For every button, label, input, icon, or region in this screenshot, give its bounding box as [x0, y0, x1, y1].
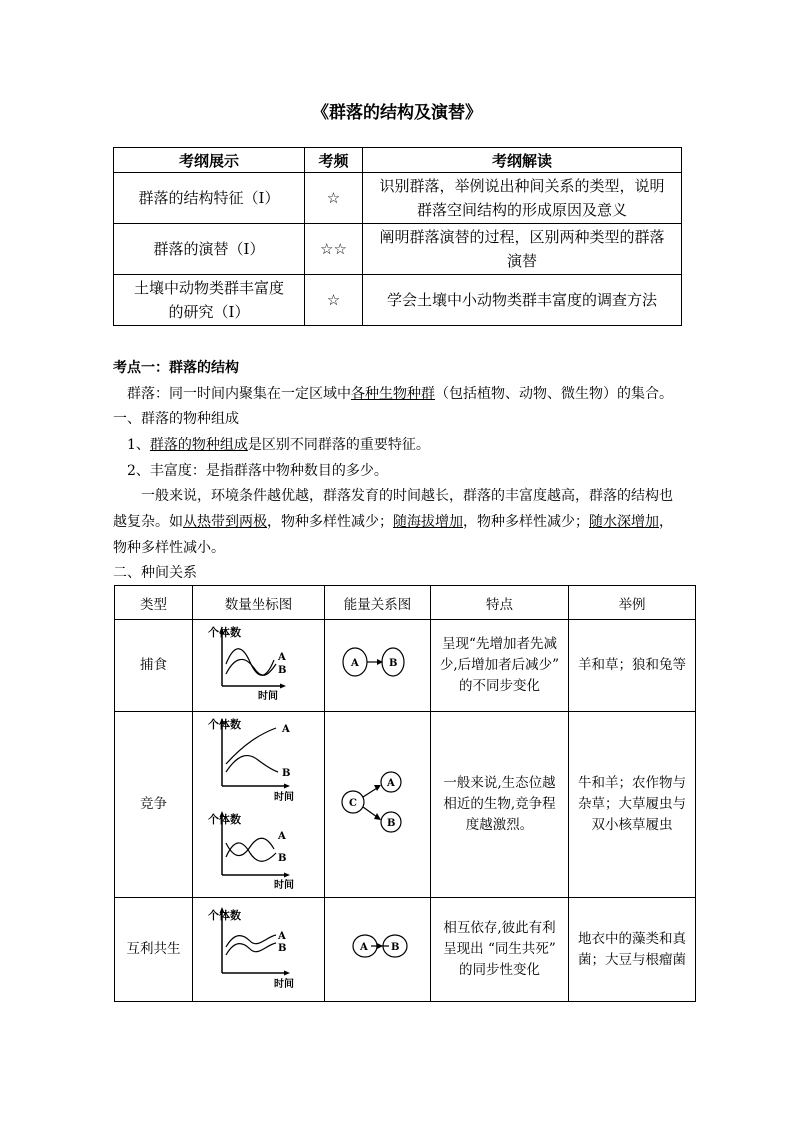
section-heading: 一、群落的物种组成 — [113, 411, 239, 427]
relation-header: 数量坐标图 — [193, 586, 325, 620]
item-number: 1、 — [127, 437, 150, 453]
relation-type: 竞争 — [115, 712, 193, 898]
paragraph-line — [113, 509, 683, 535]
energy-arrow-a — [363, 788, 377, 797]
relation-header: 特点 — [431, 586, 569, 620]
example-line: 双小核草履虫 — [591, 817, 673, 833]
outline-row — [114, 173, 682, 224]
quantity-graph-cell — [193, 620, 325, 712]
label-b: B — [277, 852, 286, 864]
paragraph — [113, 483, 683, 561]
curve-b — [226, 755, 278, 771]
curve-b — [226, 659, 276, 675]
outline-interp-line: 演替 — [506, 252, 537, 270]
paragraph-underline: 随水深增加 — [589, 514, 659, 530]
label-b: B — [281, 767, 290, 779]
label-a: A — [277, 830, 286, 842]
x-axis-arrow-icon — [284, 872, 290, 877]
y-axis-label: 个体数 — [207, 626, 241, 639]
predation-energy-graph — [333, 637, 423, 687]
outline-header-interp: 考纲解读 — [363, 148, 682, 173]
relation-row — [115, 898, 696, 1002]
kaodian-heading: 考点一：群落的结构 — [113, 360, 239, 376]
x-axis-arrow-icon — [284, 783, 290, 788]
energy-graph-cell — [325, 712, 431, 898]
relation-feature — [431, 898, 569, 1002]
label-c: C — [348, 798, 357, 809]
paragraph-underline: 随海拔增加 — [393, 514, 463, 530]
example-line: 羊和草；狼和兔等 — [578, 657, 686, 673]
label-a: A — [277, 652, 286, 663]
label-a: A — [350, 658, 359, 669]
competition-quantity-graph-2 — [204, 809, 314, 889]
outline-item-text: 群落的结构特征（Ⅰ） — [138, 189, 280, 207]
curve-a — [226, 649, 274, 676]
label-a: A — [386, 778, 395, 789]
energy-arrow-b — [363, 807, 377, 817]
mutualism-energy-graph — [333, 921, 423, 971]
relation-table — [114, 585, 696, 1002]
predation-quantity-graph — [204, 624, 314, 700]
energy-graph-cell — [325, 620, 431, 712]
feature-line: 少,后增加者后减少” — [439, 657, 560, 673]
feature-line: 的同步性变化 — [459, 962, 540, 978]
outline-item — [114, 275, 305, 326]
outline-interp — [363, 275, 682, 326]
outline-freq: ☆ — [305, 173, 363, 224]
x-axis-label: 时间 — [273, 879, 294, 889]
relation-header-row — [115, 586, 696, 620]
curve-b — [226, 943, 276, 955]
relation-feature — [431, 620, 569, 712]
paragraph-line: 物种多样性减小。 — [113, 540, 225, 556]
definition-text: 群落：同一时间内聚集在一定区域中 — [127, 386, 351, 402]
outline-item — [114, 173, 305, 224]
relation-row — [115, 712, 696, 898]
item-line — [113, 432, 683, 458]
quantity-graph-cell — [193, 898, 325, 1002]
relation-type: 互利共生 — [115, 898, 193, 1002]
outline-row — [114, 224, 682, 275]
paragraph-text: ， — [659, 514, 673, 530]
arrow-head-icon — [374, 813, 381, 820]
item-line: 2、丰富度：是指群落中物种数目的多少。 — [127, 463, 388, 479]
relation-type: 捕食 — [115, 620, 193, 712]
outline-interp-line: 学会土壤中小动物类群丰富度的调查方法 — [386, 291, 657, 309]
definition-line — [113, 381, 683, 407]
competition-energy-graph — [333, 766, 423, 836]
x-axis-label: 时间 — [257, 691, 278, 700]
feature-line: 一般来说,生态位越 — [443, 775, 556, 791]
feature-line: 度越激烈。 — [465, 817, 534, 833]
paragraph-text: 越复杂。如 — [113, 514, 183, 530]
paragraph-line: 一般来说，环境条件越优越，群落发育的时间越长，群落的丰富度越高，群落的结构也 — [141, 488, 673, 504]
x-axis-label: 时间 — [273, 979, 294, 989]
relation-example — [569, 712, 696, 898]
outline-freq: ☆☆ — [305, 224, 363, 275]
outline-interp-line: 阐明群落演替的过程，区别两种类型的群落 — [379, 228, 665, 246]
outline-header-row — [114, 148, 682, 173]
definition-underline: 各种生物种群 — [351, 386, 435, 402]
x-axis-arrow-icon — [284, 971, 290, 976]
outline-table — [113, 147, 682, 326]
mutualism-quantity-graph — [204, 903, 314, 989]
relation-example — [569, 898, 696, 1002]
example-line: 杂草；大草履虫与 — [578, 796, 686, 812]
example-line: 牛和羊；农作物与 — [578, 775, 686, 791]
relation-example — [569, 620, 696, 712]
relation-feature — [431, 712, 569, 898]
outline-item-text: 群落的演替（Ⅰ） — [153, 240, 265, 258]
quantity-graph-cell — [193, 712, 325, 898]
x-axis-arrow-icon — [280, 684, 286, 689]
outline-interp — [363, 173, 682, 224]
label-a: A — [281, 723, 290, 735]
feature-line: 相近的生物,竞争程 — [443, 796, 556, 812]
outline-header-item: 考纲展示 — [114, 148, 305, 173]
energy-graph-cell — [325, 898, 431, 1002]
label-a: A — [359, 942, 368, 953]
paragraph-text: ，物种多样性减少； — [463, 514, 589, 530]
y-axis-label: 个体数 — [207, 717, 241, 731]
relation-header: 能量关系图 — [325, 586, 431, 620]
section-heading: 二、种间关系 — [113, 565, 197, 581]
outline-row — [114, 275, 682, 326]
outline-item — [114, 224, 305, 275]
outline-interp-line: 识别群落，举例说出种间关系的类型，说明 — [379, 177, 665, 195]
feature-line: 的不同步变化 — [459, 678, 540, 694]
example-line: 地衣中的藻类和真 — [578, 930, 686, 947]
label-b: B — [388, 658, 397, 669]
feature-line: 呈现“先增加者先减 — [442, 636, 557, 652]
item-text: 是区别不同群落的重要特征。 — [247, 437, 430, 453]
label-b: B — [277, 665, 286, 676]
relation-row — [115, 620, 696, 712]
paragraph-underline: 从热带到两极 — [183, 514, 267, 530]
label-b: B — [390, 942, 399, 953]
arrow-head-icon — [374, 785, 381, 791]
outline-freq: ☆ — [305, 275, 363, 326]
item-underline: 群落的物种组成 — [149, 437, 248, 453]
curve-a — [226, 728, 276, 764]
outline-item-text: 的研究（Ⅰ） — [168, 303, 250, 321]
relation-header: 举例 — [569, 586, 696, 620]
outline-interp — [363, 224, 682, 275]
example-line: 菌；大豆与根瘤菌 — [578, 951, 686, 968]
feature-line: 呈现出 “同生共死” — [443, 941, 556, 957]
outline-item-text: 土壤中动物类群丰富度 — [133, 279, 284, 297]
competition-quantity-graph-1 — [204, 714, 314, 802]
label-a: A — [277, 931, 286, 942]
feature-line: 相互依存,彼此有利 — [443, 920, 556, 936]
definition-text: （包括植物、动物、微生物）的集合。 — [435, 386, 673, 402]
label-b: B — [386, 818, 395, 829]
paragraph-text: ，物种多样性减少； — [267, 514, 393, 530]
y-axis-label: 个体数 — [207, 812, 241, 826]
arrow-head-icon — [377, 943, 383, 949]
outline-interp-line: 群落空间结构的形成原因及意义 — [416, 201, 627, 219]
x-axis-label: 时间 — [273, 791, 294, 802]
page-title: 《群落的结构及演替》 — [312, 103, 482, 123]
relation-header: 类型 — [115, 586, 193, 620]
outline-header-freq: 考频 — [305, 148, 363, 173]
label-b: B — [277, 943, 286, 954]
y-axis-label: 个体数 — [207, 909, 241, 922]
